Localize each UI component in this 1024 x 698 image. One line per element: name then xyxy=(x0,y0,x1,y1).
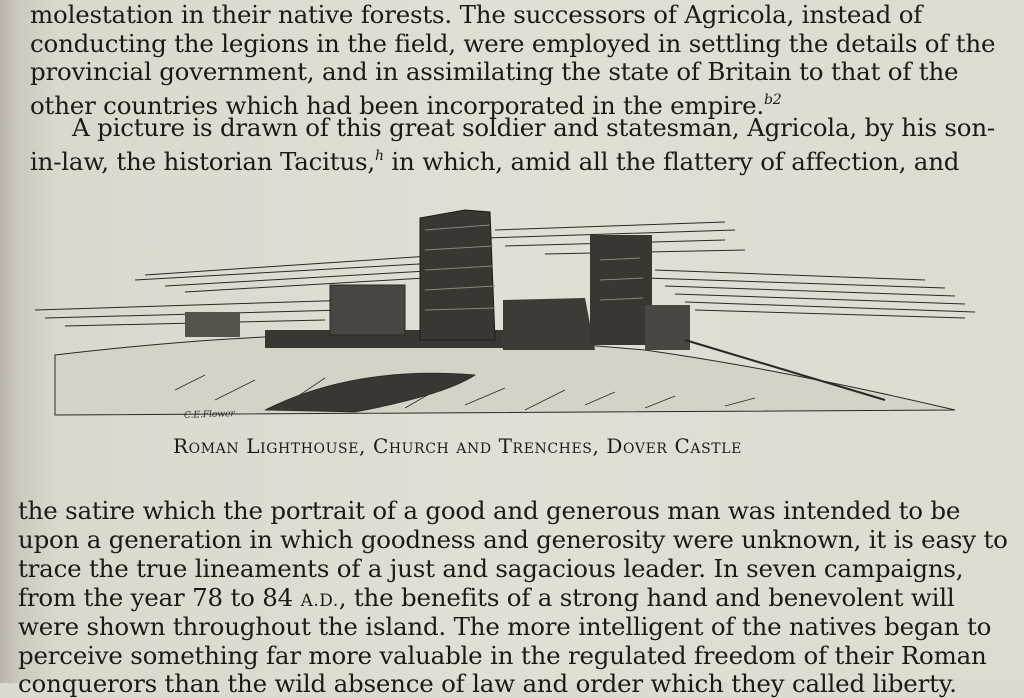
text-line xyxy=(30,142,959,176)
caption-text: Roman Lighthouse, Church and Trenches, Dover Castle xyxy=(173,434,742,458)
text-line: the satire which the portrait of a good and generous man was intended to be xyxy=(18,496,961,525)
text-fragment: in-law, the historian Tacitus, xyxy=(30,147,375,176)
engraving-illustration xyxy=(25,200,985,430)
text-line: molestation in their native forests. The successors of Agricola, instead of xyxy=(30,0,923,29)
text-line: perceive something far more valuable in the regulated freedom of their Roman xyxy=(18,641,987,670)
figure-caption xyxy=(173,434,853,458)
text-fragment: , the benefits of a strong hand and benevolent will xyxy=(338,583,955,612)
text-line: trace the true lineaments of a just and sagacious leader. In seven campaigns, xyxy=(18,554,964,583)
text-fragment: from the year 78 to 84 xyxy=(18,583,294,612)
footnote-mark: b2 xyxy=(763,92,782,108)
text-line: conducting the legions in the field, were employed in settling the details of the xyxy=(30,29,996,58)
text-line xyxy=(18,584,955,615)
era-abbreviation: A.D. xyxy=(300,591,339,611)
text-line: conquerors than the wild absence of law and order which they called liberty. xyxy=(18,669,957,698)
text-line: A picture is drawn of this great soldier and statesman, Agricola, by his son- xyxy=(72,113,995,142)
text-fragment: in which, amid all the flattery of affection, and xyxy=(383,147,960,176)
text-fragment: other countries which had been incorporated in the empire. xyxy=(30,91,764,120)
text-line: provincial government, and in assimilating the state of Britain to that of the xyxy=(30,57,959,86)
text-line: upon a generation in which goodness and generosity were unknown, it is easy to xyxy=(18,525,1008,554)
artist-signature: C.E.Flower xyxy=(183,409,235,421)
text-line: were shown throughout the island. The more intelligent of the natives began to xyxy=(18,612,992,641)
footnote-mark: h xyxy=(374,148,384,164)
